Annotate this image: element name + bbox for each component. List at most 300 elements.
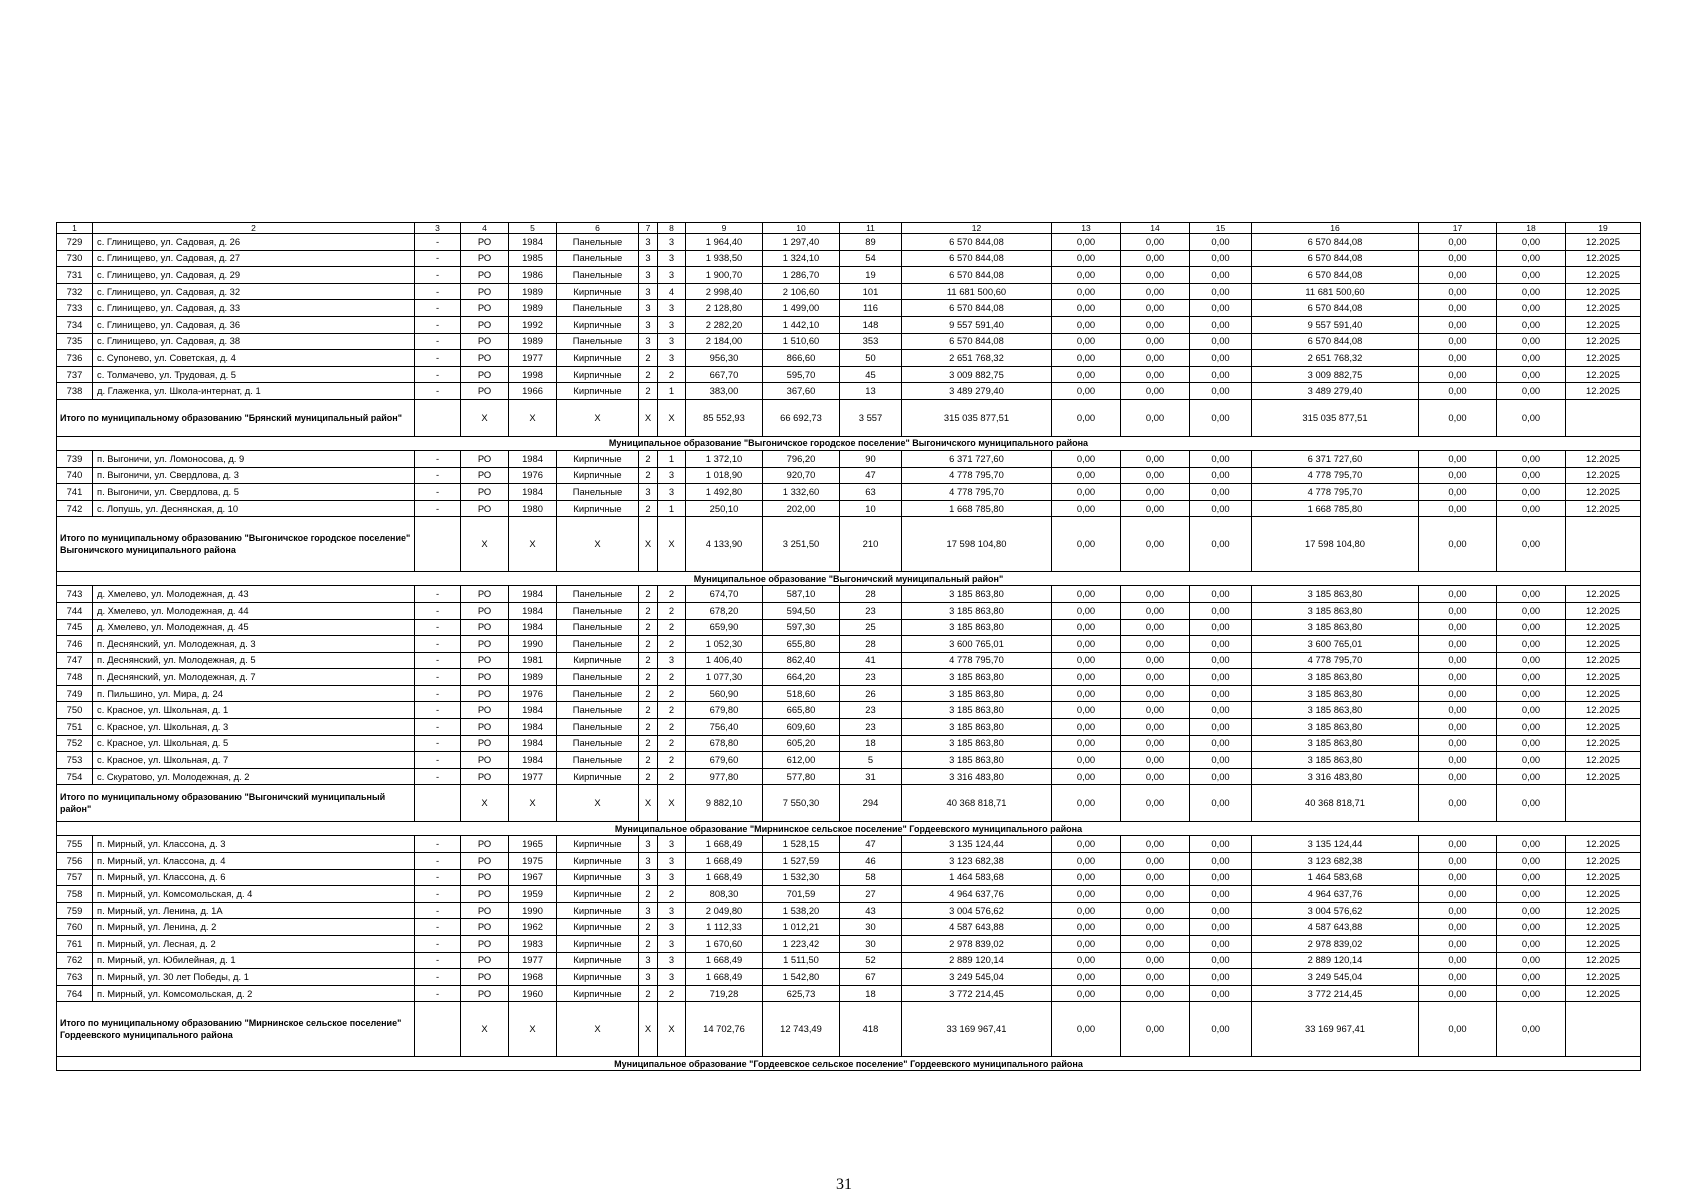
table-cell: 1 [658, 383, 686, 400]
table-cell: 625,73 [763, 985, 840, 1002]
table-row [57, 383, 1641, 400]
section-title: Муниципальное образование "Выгоничский муниципальный район" [57, 572, 1641, 586]
table-cell: 0,00 [1419, 902, 1497, 919]
total-cell: 85 552,93 [686, 399, 763, 436]
total-cell: 418 [840, 1002, 902, 1057]
total-cell: 17 598 104,80 [1252, 517, 1419, 572]
total-cell: 7 550,30 [763, 785, 840, 822]
table-cell: 6 371 727,60 [1252, 450, 1419, 467]
table-cell: 0,00 [1121, 969, 1190, 986]
table-cell: 1976 [509, 685, 557, 702]
table-cell: 6 570 844,08 [1252, 250, 1419, 267]
address-cell: п. Мирный, ул. Классона, д. 6 [93, 869, 415, 886]
table-cell: 2 [639, 768, 658, 785]
column-number-cell: 2 [93, 223, 415, 234]
table-cell: РО [461, 752, 509, 769]
table-cell: 1960 [509, 985, 557, 1002]
table-cell: РО [461, 316, 509, 333]
table-cell: 701,59 [763, 886, 840, 903]
table-cell: 751 [57, 719, 93, 736]
table-cell: 1 528,15 [763, 836, 840, 853]
address-cell: п. Выгоничи, ул. Свердлова, д. 5 [93, 484, 415, 501]
table-cell: Панельные [557, 636, 639, 653]
table-cell: 3 185 863,80 [902, 685, 1052, 702]
address-cell: д. Хмелево, ул. Молодежная, д. 45 [93, 619, 415, 636]
table-cell: 0,00 [1121, 719, 1190, 736]
address-cell: с. Скуратово, ул. Молодежная, д. 2 [93, 768, 415, 785]
table-cell: 3 [658, 869, 686, 886]
table-cell: 1984 [509, 619, 557, 636]
table-cell: 28 [840, 586, 902, 603]
table-cell: 1986 [509, 267, 557, 284]
table-row [57, 685, 1641, 702]
table-cell: 4 778 795,70 [902, 484, 1052, 501]
table-cell: 0,00 [1190, 735, 1252, 752]
table-cell: 2 978 839,02 [1252, 936, 1419, 953]
table-cell: 3 009 882,75 [1252, 366, 1419, 383]
table-cell: 1975 [509, 853, 557, 870]
table-cell: Панельные [557, 300, 639, 317]
table-cell: 101 [840, 283, 902, 300]
table-cell: 1 532,30 [763, 869, 840, 886]
table-cell: 0,00 [1497, 702, 1566, 719]
total-cell: X [509, 399, 557, 436]
table-cell: 2 [658, 768, 686, 785]
table-cell: 1 324,10 [763, 250, 840, 267]
table-cell: 0,00 [1121, 752, 1190, 769]
table-cell: 0,00 [1190, 952, 1252, 969]
table-cell: 0,00 [1419, 952, 1497, 969]
table-cell: 0,00 [1121, 586, 1190, 603]
table-cell: Кирпичные [557, 467, 639, 484]
table-cell: 758 [57, 886, 93, 903]
table-cell: 732 [57, 283, 93, 300]
total-label: Итого по муниципальному образованию "Брянский муниципальный район" [57, 399, 415, 436]
table-cell: 0,00 [1190, 702, 1252, 719]
table-cell: - [415, 467, 461, 484]
table-cell: 737 [57, 366, 93, 383]
table-cell: 0,00 [1419, 669, 1497, 686]
table-cell: 3 185 863,80 [902, 619, 1052, 636]
total-cell: 0,00 [1052, 785, 1121, 822]
table-cell: Панельные [557, 250, 639, 267]
table-cell: 755 [57, 836, 93, 853]
table-cell: 1 964,40 [686, 234, 763, 251]
table-cell: 866,60 [763, 350, 840, 367]
table-cell: 2 [639, 383, 658, 400]
table-cell: 0,00 [1052, 602, 1121, 619]
table-cell: 655,80 [763, 636, 840, 653]
table-cell: 1984 [509, 234, 557, 251]
table-cell: 0,00 [1419, 350, 1497, 367]
table-cell: 0,00 [1497, 952, 1566, 969]
table-cell: 5 [840, 752, 902, 769]
table-cell: 3 [658, 969, 686, 986]
table-cell: Панельные [557, 702, 639, 719]
address-cell: п. Мирный, ул. Юбилейная, д. 1 [93, 952, 415, 969]
section-title: Муниципальное образование "Выгоничское городское поселение" Выгоничского муниципального района [57, 436, 1641, 450]
table-cell: 1977 [509, 350, 557, 367]
table-cell: 3 [658, 350, 686, 367]
table-cell: 0,00 [1121, 467, 1190, 484]
table-cell: 2 [639, 652, 658, 669]
table-cell: 1 499,00 [763, 300, 840, 317]
table-cell: 0,00 [1052, 836, 1121, 853]
page-number: 31 [836, 1176, 852, 1193]
table-row [57, 467, 1641, 484]
table-cell: 2 [658, 669, 686, 686]
table-cell: 739 [57, 450, 93, 467]
table-cell: 3 [658, 902, 686, 919]
table-cell: 1966 [509, 383, 557, 400]
address-cell: д. Хмелево, ул. Молодежная, д. 44 [93, 602, 415, 619]
table-cell: 2 184,00 [686, 333, 763, 350]
address-cell: п. Мирный, ул. Комсомольская, д. 4 [93, 886, 415, 903]
table-cell: 2 [639, 936, 658, 953]
table-row [57, 366, 1641, 383]
table-cell: 12.2025 [1566, 619, 1641, 636]
table-cell: 0,00 [1052, 333, 1121, 350]
table-cell: - [415, 636, 461, 653]
table-cell: 367,60 [763, 383, 840, 400]
table-cell: 2 998,40 [686, 283, 763, 300]
table-cell: 0,00 [1419, 383, 1497, 400]
table-cell: РО [461, 985, 509, 1002]
table-cell: 1984 [509, 450, 557, 467]
table-cell: 1 492,80 [686, 484, 763, 501]
table-cell: 12.2025 [1566, 283, 1641, 300]
table-cell: 23 [840, 719, 902, 736]
table-cell: 0,00 [1419, 702, 1497, 719]
table-cell: 0,00 [1052, 902, 1121, 919]
total-cell: 315 035 877,51 [902, 399, 1052, 436]
table-row [57, 619, 1641, 636]
table-cell: 667,70 [686, 366, 763, 383]
table-row [57, 669, 1641, 686]
table-cell: 763 [57, 969, 93, 986]
total-cell: 0,00 [1190, 399, 1252, 436]
table-cell: 6 570 844,08 [902, 234, 1052, 251]
address-cell: с. Глинищево, ул. Садовая, д. 27 [93, 250, 415, 267]
table-cell: 0,00 [1052, 350, 1121, 367]
address-cell: п. Деснянский, ул. Молодежная, д. 5 [93, 652, 415, 669]
table-cell: 748 [57, 669, 93, 686]
table-cell: 733 [57, 300, 93, 317]
section-title: Муниципальное образование "Гордеевское сельское поселение" Гордеевского муниципального района [57, 1057, 1641, 1071]
total-cell: X [639, 517, 658, 572]
total-cell: X [658, 785, 686, 822]
table-cell: 752 [57, 735, 93, 752]
table-cell: 0,00 [1497, 586, 1566, 603]
table-cell: 12.2025 [1566, 853, 1641, 870]
total-cell: 0,00 [1419, 1002, 1497, 1057]
table-cell: РО [461, 333, 509, 350]
table-cell: 3 [639, 836, 658, 853]
table-cell: 0,00 [1121, 267, 1190, 284]
table-cell: 0,00 [1190, 450, 1252, 467]
table-cell: 0,00 [1419, 985, 1497, 1002]
column-number-cell: 13 [1052, 223, 1121, 234]
table-cell: 0,00 [1419, 636, 1497, 653]
address-cell: п. Мирный, ул. Классона, д. 4 [93, 853, 415, 870]
table-cell: 2 651 768,32 [902, 350, 1052, 367]
table-cell: 0,00 [1052, 752, 1121, 769]
table-cell: Панельные [557, 267, 639, 284]
table-cell: 30 [840, 919, 902, 936]
total-cell: X [461, 517, 509, 572]
table-cell: 0,00 [1419, 969, 1497, 986]
table-cell: 3 [639, 300, 658, 317]
table-cell: 862,40 [763, 652, 840, 669]
table-cell: 0,00 [1121, 350, 1190, 367]
table-cell: 744 [57, 602, 93, 619]
table-cell: 0,00 [1419, 484, 1497, 501]
table-cell: 3 [658, 267, 686, 284]
table-cell: 0,00 [1497, 383, 1566, 400]
table-cell: 1 297,40 [763, 234, 840, 251]
table-cell: 0,00 [1497, 234, 1566, 251]
table-cell: РО [461, 836, 509, 853]
table-cell: 27 [840, 886, 902, 903]
table-cell: - [415, 886, 461, 903]
table-cell: 1 900,70 [686, 267, 763, 284]
table-cell: 1977 [509, 952, 557, 969]
table-cell: 977,80 [686, 768, 763, 785]
table-cell: Панельные [557, 484, 639, 501]
table-cell: 47 [840, 467, 902, 484]
table-cell: 23 [840, 669, 902, 686]
table-cell: 3 009 882,75 [902, 366, 1052, 383]
total-cell [415, 517, 461, 572]
table-cell: 2 128,80 [686, 300, 763, 317]
column-number-cell: 19 [1566, 223, 1641, 234]
table-cell: 1 332,60 [763, 484, 840, 501]
table-cell: 2 [658, 752, 686, 769]
table-cell: 0,00 [1419, 300, 1497, 317]
table-cell: 743 [57, 586, 93, 603]
table-cell: РО [461, 467, 509, 484]
table-cell: 0,00 [1190, 283, 1252, 300]
table-cell: 0,00 [1190, 836, 1252, 853]
total-label: Итого по муниципальному образованию "Выгоничский муниципальный район" [57, 785, 415, 822]
table-cell: 747 [57, 652, 93, 669]
column-number-cell: 9 [686, 223, 763, 234]
table-cell: 23 [840, 602, 902, 619]
column-number-cell: 16 [1252, 223, 1419, 234]
table-cell: 3 [658, 316, 686, 333]
table-cell: 0,00 [1121, 500, 1190, 517]
table-cell: 0,00 [1121, 316, 1190, 333]
table-cell: 3 [639, 316, 658, 333]
table-cell: 3 [639, 267, 658, 284]
table-cell: 0,00 [1419, 936, 1497, 953]
table-cell: 353 [840, 333, 902, 350]
table-cell: 674,70 [686, 586, 763, 603]
table-cell: 745 [57, 619, 93, 636]
table-cell: 1989 [509, 300, 557, 317]
table-cell: 0,00 [1121, 234, 1190, 251]
address-cell: с. Красное, ул. Школьная, д. 1 [93, 702, 415, 719]
table-cell: - [415, 652, 461, 669]
table-cell: 756,40 [686, 719, 763, 736]
table-cell: РО [461, 602, 509, 619]
table-cell: - [415, 619, 461, 636]
total-label: Итого по муниципальному образованию "Мирнинское сельское поселение" Гордеевского муниципального района [57, 1002, 415, 1057]
table-cell: 12.2025 [1566, 836, 1641, 853]
table-cell: 3 600 765,01 [1252, 636, 1419, 653]
table-cell: Кирпичные [557, 366, 639, 383]
total-cell: 0,00 [1497, 785, 1566, 822]
table-cell: Панельные [557, 685, 639, 702]
table-cell: 719,28 [686, 985, 763, 1002]
table-cell: РО [461, 936, 509, 953]
table-cell: 0,00 [1419, 250, 1497, 267]
table-cell: 3 185 863,80 [1252, 702, 1419, 719]
table-cell: 1984 [509, 752, 557, 769]
table-cell: 0,00 [1497, 602, 1566, 619]
table-cell: 0,00 [1121, 484, 1190, 501]
table-row [57, 250, 1641, 267]
total-cell: 4 133,90 [686, 517, 763, 572]
table-cell: - [415, 936, 461, 953]
table-cell: 2 [658, 735, 686, 752]
table-cell: 0,00 [1419, 450, 1497, 467]
table-cell: - [415, 669, 461, 686]
table-cell: 3 [639, 869, 658, 886]
column-number-cell: 3 [415, 223, 461, 234]
total-cell: 210 [840, 517, 902, 572]
table-cell: 3 185 863,80 [902, 719, 1052, 736]
total-row [57, 517, 1641, 572]
table-cell: 12.2025 [1566, 652, 1641, 669]
table-cell: 2 [639, 602, 658, 619]
table-cell: 1984 [509, 602, 557, 619]
table-cell: 0,00 [1190, 300, 1252, 317]
table-row [57, 719, 1641, 736]
table-cell: Панельные [557, 602, 639, 619]
column-number-cell: 7 [639, 223, 658, 234]
table-cell: 0,00 [1121, 333, 1190, 350]
table-cell: 3 [658, 853, 686, 870]
table-body [57, 223, 1641, 1071]
table-cell: 0,00 [1497, 919, 1566, 936]
table-cell: 2 889 120,14 [1252, 952, 1419, 969]
table-cell: РО [461, 969, 509, 986]
table-row [57, 500, 1641, 517]
table-cell: 12.2025 [1566, 602, 1641, 619]
total-cell: X [461, 1002, 509, 1057]
table-row [57, 316, 1641, 333]
table-cell: 0,00 [1121, 602, 1190, 619]
total-cell: X [658, 517, 686, 572]
table-cell: РО [461, 952, 509, 969]
table-cell: 0,00 [1190, 685, 1252, 702]
table-cell: 1990 [509, 636, 557, 653]
table-cell: 0,00 [1052, 250, 1121, 267]
table-cell: Панельные [557, 586, 639, 603]
section-header-row [57, 822, 1641, 836]
address-cell: п. Деснянский, ул. Молодежная, д. 3 [93, 636, 415, 653]
table-cell: 0,00 [1190, 484, 1252, 501]
table-cell: 609,60 [763, 719, 840, 736]
table-cell: 679,60 [686, 752, 763, 769]
address-cell: с. Глинищево, ул. Садовая, д. 33 [93, 300, 415, 317]
table-row [57, 919, 1641, 936]
table-cell: 3 185 863,80 [1252, 719, 1419, 736]
table-cell: 12.2025 [1566, 985, 1641, 1002]
table-cell: 3 [639, 250, 658, 267]
table-cell: 2 [658, 619, 686, 636]
table-cell: 1983 [509, 936, 557, 953]
table-cell: 6 570 844,08 [1252, 234, 1419, 251]
table-cell: 3 600 765,01 [902, 636, 1052, 653]
table-cell: 3 185 863,80 [1252, 669, 1419, 686]
table-cell: 18 [840, 985, 902, 1002]
table-cell: 3 185 863,80 [902, 735, 1052, 752]
table-cell: РО [461, 636, 509, 653]
table-cell: 0,00 [1497, 300, 1566, 317]
table-cell: 3 [639, 952, 658, 969]
table-cell: 1 442,10 [763, 316, 840, 333]
table-cell: РО [461, 586, 509, 603]
table-cell: 0,00 [1052, 619, 1121, 636]
table-cell: 1 668,49 [686, 969, 763, 986]
table-cell: 3 185 863,80 [902, 752, 1052, 769]
table-cell: 0,00 [1052, 719, 1121, 736]
table-cell: 0,00 [1121, 619, 1190, 636]
table-cell: РО [461, 768, 509, 785]
housing-program-table [56, 222, 1641, 1071]
table-cell: 0,00 [1497, 768, 1566, 785]
table-cell: 735 [57, 333, 93, 350]
table-cell: 0,00 [1052, 919, 1121, 936]
table-cell: 383,00 [686, 383, 763, 400]
table-cell: 0,00 [1190, 316, 1252, 333]
table-cell: Кирпичные [557, 283, 639, 300]
table-cell: 0,00 [1052, 283, 1121, 300]
table-cell: РО [461, 869, 509, 886]
address-cell: с. Глинищево, ул. Садовая, д. 32 [93, 283, 415, 300]
table-cell: 0,00 [1497, 619, 1566, 636]
table-cell: 0,00 [1419, 283, 1497, 300]
table-cell: Кирпичные [557, 350, 639, 367]
table-cell: 0,00 [1121, 383, 1190, 400]
table-cell: 2 [639, 586, 658, 603]
table-cell: 3 185 863,80 [902, 602, 1052, 619]
table-cell: 2 [639, 735, 658, 752]
table-cell: 678,80 [686, 735, 763, 752]
total-cell [1566, 1002, 1641, 1057]
table-cell: 0,00 [1497, 350, 1566, 367]
table-cell: 1959 [509, 886, 557, 903]
table-cell: 0,00 [1190, 267, 1252, 284]
table-cell: 2 [658, 366, 686, 383]
table-cell: - [415, 902, 461, 919]
address-cell: с. Глинищево, ул. Садовая, д. 26 [93, 234, 415, 251]
table-cell: Панельные [557, 234, 639, 251]
table-cell: 760 [57, 919, 93, 936]
total-row [57, 399, 1641, 436]
table-cell: 731 [57, 267, 93, 284]
table-cell: 47 [840, 836, 902, 853]
table-cell: Кирпичные [557, 985, 639, 1002]
table-row [57, 936, 1641, 953]
table-cell: 0,00 [1190, 869, 1252, 886]
table-cell: 6 570 844,08 [902, 250, 1052, 267]
table-cell: 58 [840, 869, 902, 886]
table-cell: 12.2025 [1566, 300, 1641, 317]
table-cell: 90 [840, 450, 902, 467]
